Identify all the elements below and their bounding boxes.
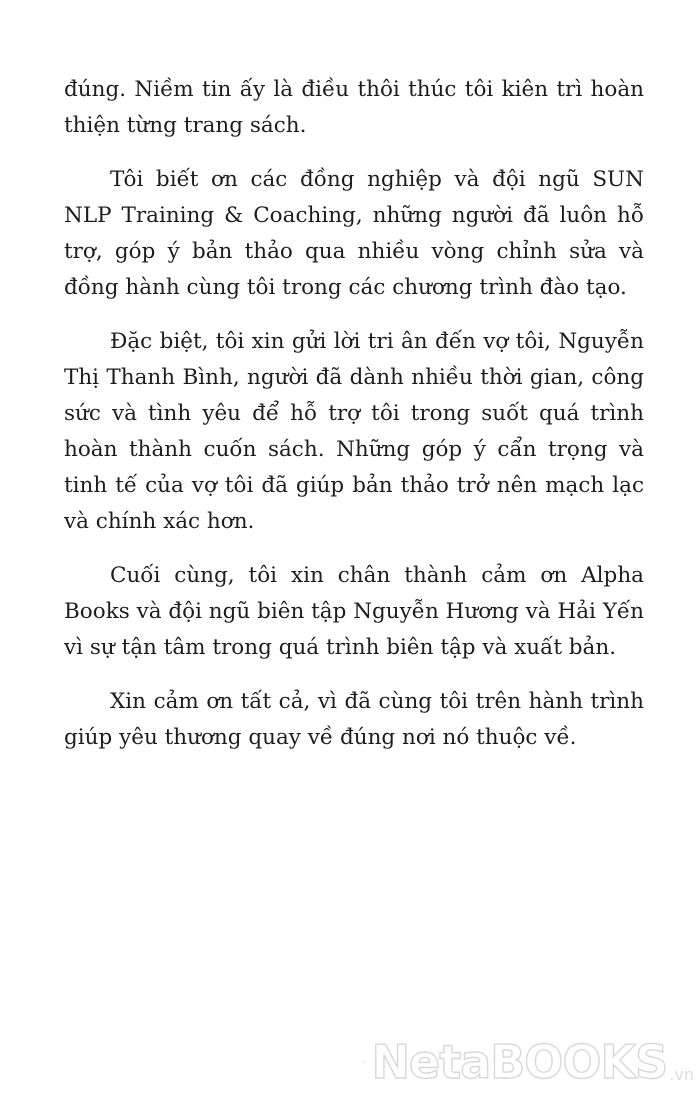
paragraph-wife: Đặc biệt, tôi xin gửi lời tri ân đến vợ tôi, Nguyễn Thị Thanh Bình, người đã dành nhiều thời gian, công sức và tình yêu để hỗ trợ tôi trong suốt quá trình hoàn thành cuốn sách. Những góp ý cẩn trọng và tinh tế của vợ tôi đã giúp bản thảo trở nên mạch lạc và chính xác hơn. bbox=[64, 329, 644, 534]
watermark-text: NetaBOOKS bbox=[371, 1035, 668, 1089]
paragraph-colleagues: Tôi biết ơn các đồng nghiệp và đội ngũ SUN NLP Training & Coaching, những người đã luôn hỗ trợ, góp ý bản thảo qua nhiều vòng chỉnh sửa và đồng hành cùng tôi trong các chương trình đào tạo. bbox=[64, 167, 644, 300]
paragraph-continuation: đúng. Niềm tin ấy là điều thôi thúc tôi kiên trì hoàn thiện từng trang sách. bbox=[64, 77, 644, 138]
paragraph-publisher: Cuối cùng, tôi xin chân thành cảm ơn Alpha Books và đội ngũ biên tập Nguyễn Hương và Hải Yến vì sự tận tâm trong quá trình biên tập và xuất bản. bbox=[64, 563, 644, 660]
netabooks-watermark bbox=[362, 1026, 694, 1098]
watermark-suffix: .vn bbox=[669, 1065, 694, 1084]
paragraph-closing: Xin cảm ơn tất cả, vì đã cùng tôi trên hành trình giúp yêu thương quay về đúng nơi nó thuộc về. bbox=[64, 689, 644, 750]
netabooks-logo-icon bbox=[362, 1029, 366, 1095]
page-body-text bbox=[64, 72, 644, 774]
